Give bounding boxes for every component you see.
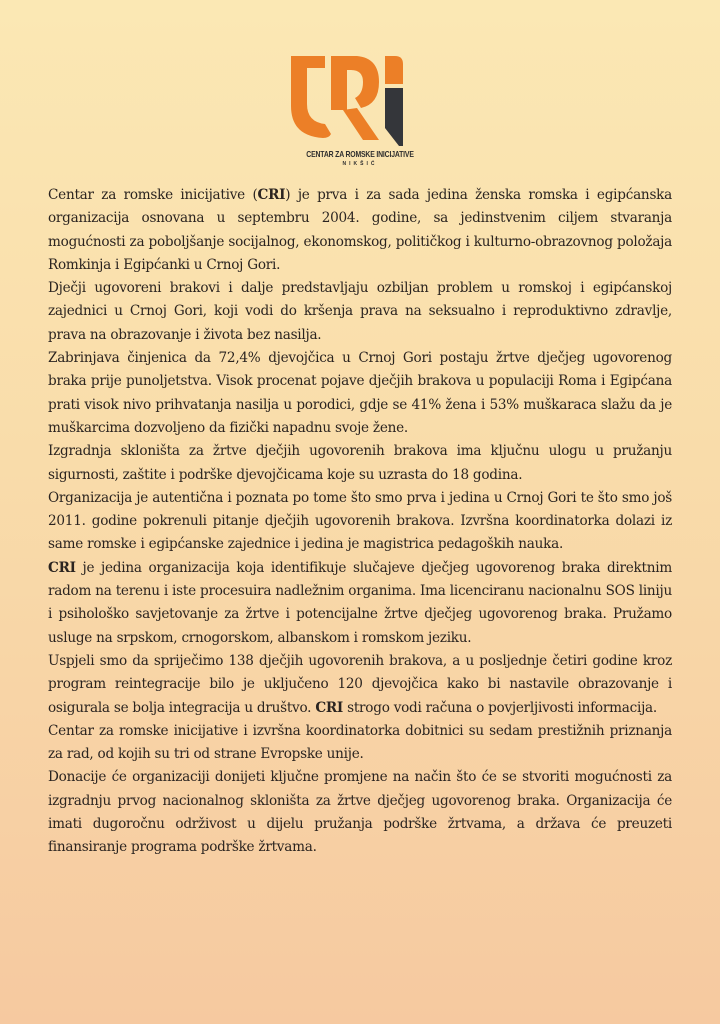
paragraph-awards: Centar za romske inicijative i izvršna koordinatorka dobitnici su sedam prestižnih priznanja za rad, od kojih su tri od strane Evropske unije. [48,722,672,763]
paragraph-statistics: Zabrinjava činjenica da 72,4% djevojčica u Crnoj Gori postaju žrtve dječjeg ugovorenog braka prije punoljetstva. Visok procenat pojave dječjih brakova u populaciji Roma i Egipćana prati visok nivo prihvatanja nasilja u porodici, gdje se 41% žena i 53% muškaraca slažu da je muškarcima dozvoljeno da fizički napadnu svoje žene. [48,350,672,436]
bold-cri: CRI [257,187,286,203]
logo-letter-i-dot [385,56,403,84]
paragraph-shelter: Izgradnja skloništa za žrtve dječjih ugovorenih brakova ima ključnu ulogu u pružanju sigurnosti, zaštite i podrške djevojčicama koje su uzrasta do 18 godina. [48,443,672,483]
paragraph-text: Uspjeli smo da spriječimo 138 dječjih ugovorenih brakova, a u posljednje četiri godine kroz program reintegracije bilo je uključeno 120 djevojčica kako bi nastavile obrazovanje i osigurala se bolja integracija u društvo. [48,652,672,716]
paragraph-results [48,650,672,720]
paragraph-intro [48,184,672,277]
logo-title: CENTAR ZA ROMSKE INICIJATIVE [306,149,414,159]
paragraph-text: je jedina organizacija koja identifikuje slučajeve dječjeg ugovorenog braka direktnim radom na terenu i iste procesuira nadležnim organima. Ima licenciranu nacionalnu SOS liniju i psihološko savjetovanje za žrtve i potencijalne žrtve dječjeg ugovorenog braka. Pružamo usluge na srpskom, crnogorskom, albanskom i romskom jeziku. [48,559,672,646]
paragraph-services [48,557,672,650]
logo-city: NIKŠIĆ [342,161,378,167]
paragraph-authenticity: Organizacija je autentična i poznata po tome što smo prva i jedina u Crnoj Gori te što smo još 2011. godine pokrenuli pitanje dječjih ugovorenih brakova. Izvršna koordinatorka dolazi iz same romske i egipćanske zajednice i jedina je magistrica pedagoških nauka. [48,489,672,553]
logo-letter-r-bowl [331,56,379,110]
logo-letter-c [291,56,331,138]
paragraph-text: strogo vodi računa o povjerljivosti informacija. [343,699,657,716]
logo-letter-r-leg [343,108,379,140]
cri-logo-mark [285,52,435,147]
logo-letter-i-stem [385,88,403,146]
document-body [48,184,672,860]
paragraph-text: Centar za romske inicijative ( [48,187,258,203]
paragraph-donations: Donacije će organizaciji donijeti ključne promjene na način što će se stvoriti mogućnosti za izgradnju prvog nacionalnog skloništa za žrtve dječjeg ugovorenog braka. Organizacija će imati dugoročnu održivost u dijelu pružanja podrške žrtvama, a država će preuzeti finansiranje programa podrške žrtvama. [48,769,672,856]
paragraph-text: ) je prva i za sada jedina ženska romska i egipćanska organizacija osnovana u septembru 2004. godine, sa jedinstvenim ciljem stvaranja mogućnosti za poboljšanje socijalnog, ekonomskog, političkog i kulturno-obrazovnog položaja Romkinja i Egipćanki u Crnoj Gori. [48,187,673,273]
paragraph-child-marriage-problem: Dječji ugovoreni brakovi i dalje predstavljaju ozbiljan problem u romskoj i egipćanskoj zajednici u Crnoj Gori, koji vodi do kršenja prava na seksualno i reproduktivno zdravlje, prava na obrazovanje i života bez nasilja. [48,280,672,343]
organization-logo [285,52,435,172]
bold-cri: CRI [48,559,76,576]
bold-cri: CRI [315,699,344,716]
